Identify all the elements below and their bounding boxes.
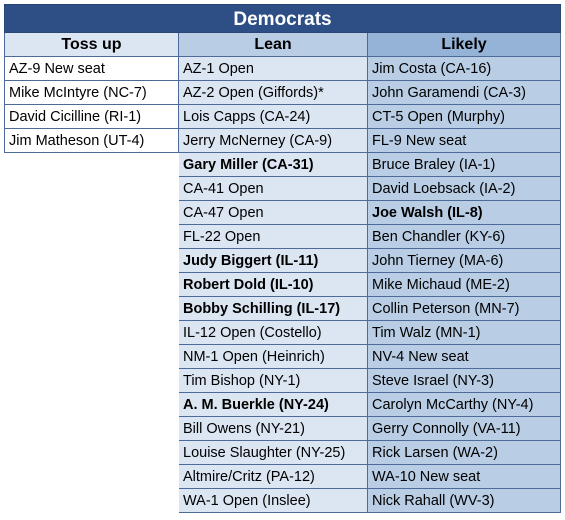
table-cell-likely: Nick Rahall (WV-3) (368, 489, 561, 513)
table-cell-lean: Lois Capps (CA-24) (179, 105, 368, 129)
table-cell-likely: Collin Peterson (MN-7) (368, 297, 561, 321)
column-header-likely: Likely (368, 33, 561, 57)
column-lean (179, 33, 368, 513)
table-cell-lean: FL-22 Open (179, 225, 368, 249)
table-cell-likely: Tim Walz (MN-1) (368, 321, 561, 345)
column-toss-up (4, 33, 179, 153)
table-cell-likely: David Loebsack (IA-2) (368, 177, 561, 201)
table-cell-toss-up: David Cicilline (RI-1) (4, 105, 179, 129)
table-cell-likely: Mike Michaud (ME-2) (368, 273, 561, 297)
table-cell-toss-up: Mike McIntyre (NC-7) (4, 81, 179, 105)
table-cell-lean: Tim Bishop (NY-1) (179, 369, 368, 393)
column-header-lean: Lean (179, 33, 368, 57)
table-grid (4, 33, 561, 513)
table-cell-lean: Judy Biggert (IL-11) (179, 249, 368, 273)
table-cell-likely: NV-4 New seat (368, 345, 561, 369)
table-cell-likely: Bruce Braley (IA-1) (368, 153, 561, 177)
table-cell-likely: Gerry Connolly (VA-11) (368, 417, 561, 441)
table-cell-likely: Ben Chandler (KY-6) (368, 225, 561, 249)
table-cell-lean: Louise Slaughter (NY-25) (179, 441, 368, 465)
table-cell-lean: Robert Dold (IL-10) (179, 273, 368, 297)
table-title: Democrats (4, 4, 561, 33)
table-cell-likely: Jim Costa (CA-16) (368, 57, 561, 81)
table-cell-likely: Carolyn McCarthy (NY-4) (368, 393, 561, 417)
table-cell-likely: WA-10 New seat (368, 465, 561, 489)
table-cell-lean: Altmire/Critz (PA-12) (179, 465, 368, 489)
table-cell-toss-up: Jim Matheson (UT-4) (4, 129, 179, 153)
table-cell-lean: A. M. Buerkle (NY-24) (179, 393, 368, 417)
table-cell-likely: Rick Larsen (WA-2) (368, 441, 561, 465)
table-cell-lean: NM-1 Open (Heinrich) (179, 345, 368, 369)
table-cell-lean: Bobby Schilling (IL-17) (179, 297, 368, 321)
table-cell-likely: John Garamendi (CA-3) (368, 81, 561, 105)
table-cell-lean: CA-47 Open (179, 201, 368, 225)
table-cell-likely: CT-5 Open (Murphy) (368, 105, 561, 129)
table-cell-lean: Gary Miller (CA-31) (179, 153, 368, 177)
table-cell-toss-up: AZ-9 New seat (4, 57, 179, 81)
table-cell-likely: Joe Walsh (IL-8) (368, 201, 561, 225)
table-cell-lean: Bill Owens (NY-21) (179, 417, 368, 441)
table-cell-lean: AZ-2 Open (Giffords)* (179, 81, 368, 105)
table-cell-lean: CA-41 Open (179, 177, 368, 201)
table-cell-lean: WA-1 Open (Inslee) (179, 489, 368, 513)
column-header-toss-up: Toss up (4, 33, 179, 57)
table-cell-lean: AZ-1 Open (179, 57, 368, 81)
table-cell-lean: IL-12 Open (Costello) (179, 321, 368, 345)
table-cell-lean: Jerry McNerney (CA-9) (179, 129, 368, 153)
ratings-table (4, 4, 561, 513)
column-likely (368, 33, 561, 513)
table-cell-likely: FL-9 New seat (368, 129, 561, 153)
table-cell-likely: John Tierney (MA-6) (368, 249, 561, 273)
table-cell-likely: Steve Israel (NY-3) (368, 369, 561, 393)
